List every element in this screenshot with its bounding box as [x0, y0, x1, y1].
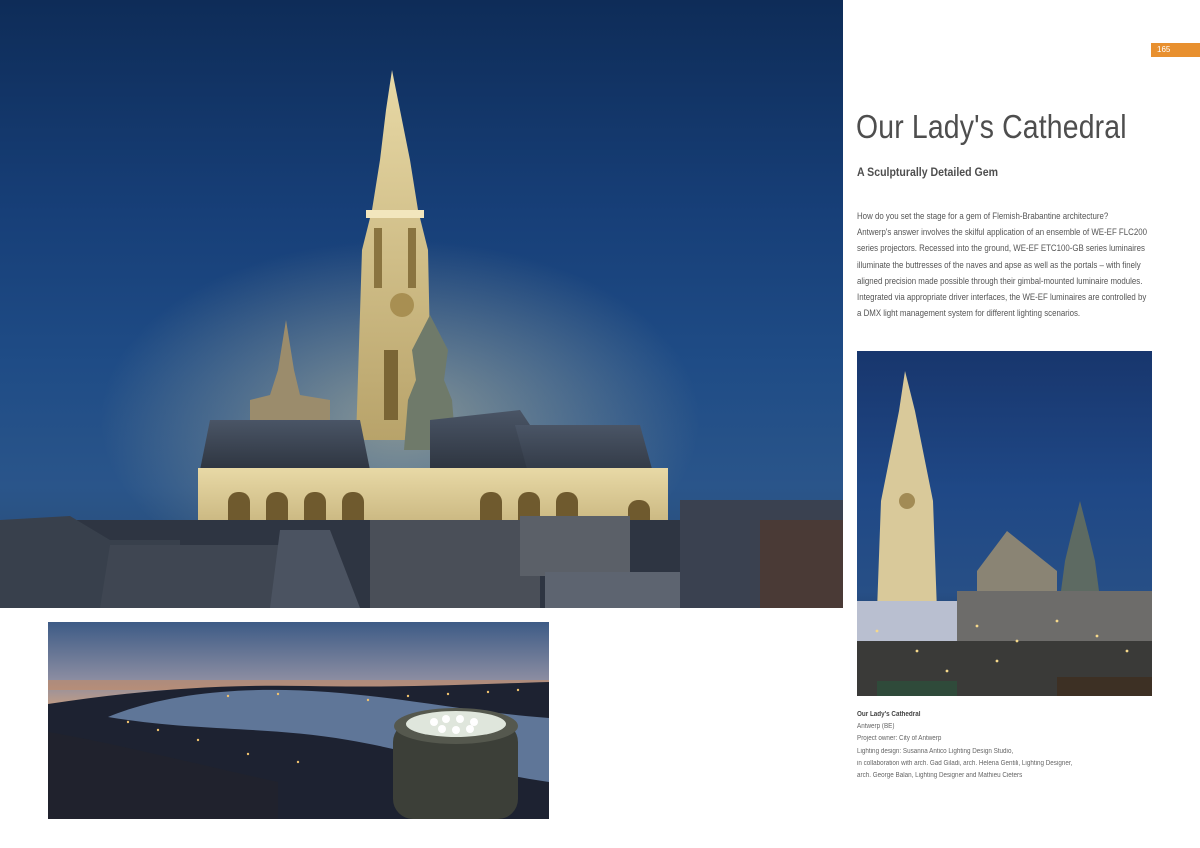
body-line: series projectors. Recessed into the ground, WE-EF ETC100-GB series luminaires: [857, 243, 1145, 254]
body-line: How do you set the stage for a gem of Flemish-Brabantine architecture?: [857, 211, 1109, 221]
body-line: a DMX light management system for different lighting scenarios.: [857, 308, 1081, 319]
body-line: illuminate the buttresses of the naves and apse as well as the portals – with finely: [857, 259, 1141, 270]
caption-title: Our Lady's Cathedral: [857, 711, 921, 718]
page-number: 165: [1151, 43, 1200, 57]
body-line: aligned precision made possible through their gimbal-mounted luminaire modules.: [857, 275, 1143, 286]
page-title: Our Lady's Cathedral: [856, 108, 1127, 145]
caption-line: Lighting design: Susanna Antico Lighting Design Studio,: [857, 747, 1014, 755]
caption-line: Project owner: City of Antwerp: [857, 735, 942, 743]
body-paragraph: [857, 208, 1177, 321]
inset-photo-cathedral-market: [857, 351, 1152, 696]
photo-caption: [857, 709, 1096, 782]
caption-line: in collaboration with arch. Gad Giladi, arch. Helena Gentili, Lighting Designer,: [857, 759, 1073, 767]
body-line: Integrated via appropriate driver interfaces, the WE-EF luminaires are controlled by: [857, 292, 1147, 303]
caption-line: Antwerp (BE): [857, 723, 895, 731]
page-subtitle: A Sculpturally Detailed Gem: [857, 165, 999, 179]
caption-line: arch. George Balan, Lighting Designer and Mathieu Cieters: [857, 772, 1023, 780]
body-line: Antwerp's answer involves the skilful application of an ensemble of WE-EF FLC200: [857, 227, 1147, 238]
river-panorama-photo: [48, 622, 549, 819]
